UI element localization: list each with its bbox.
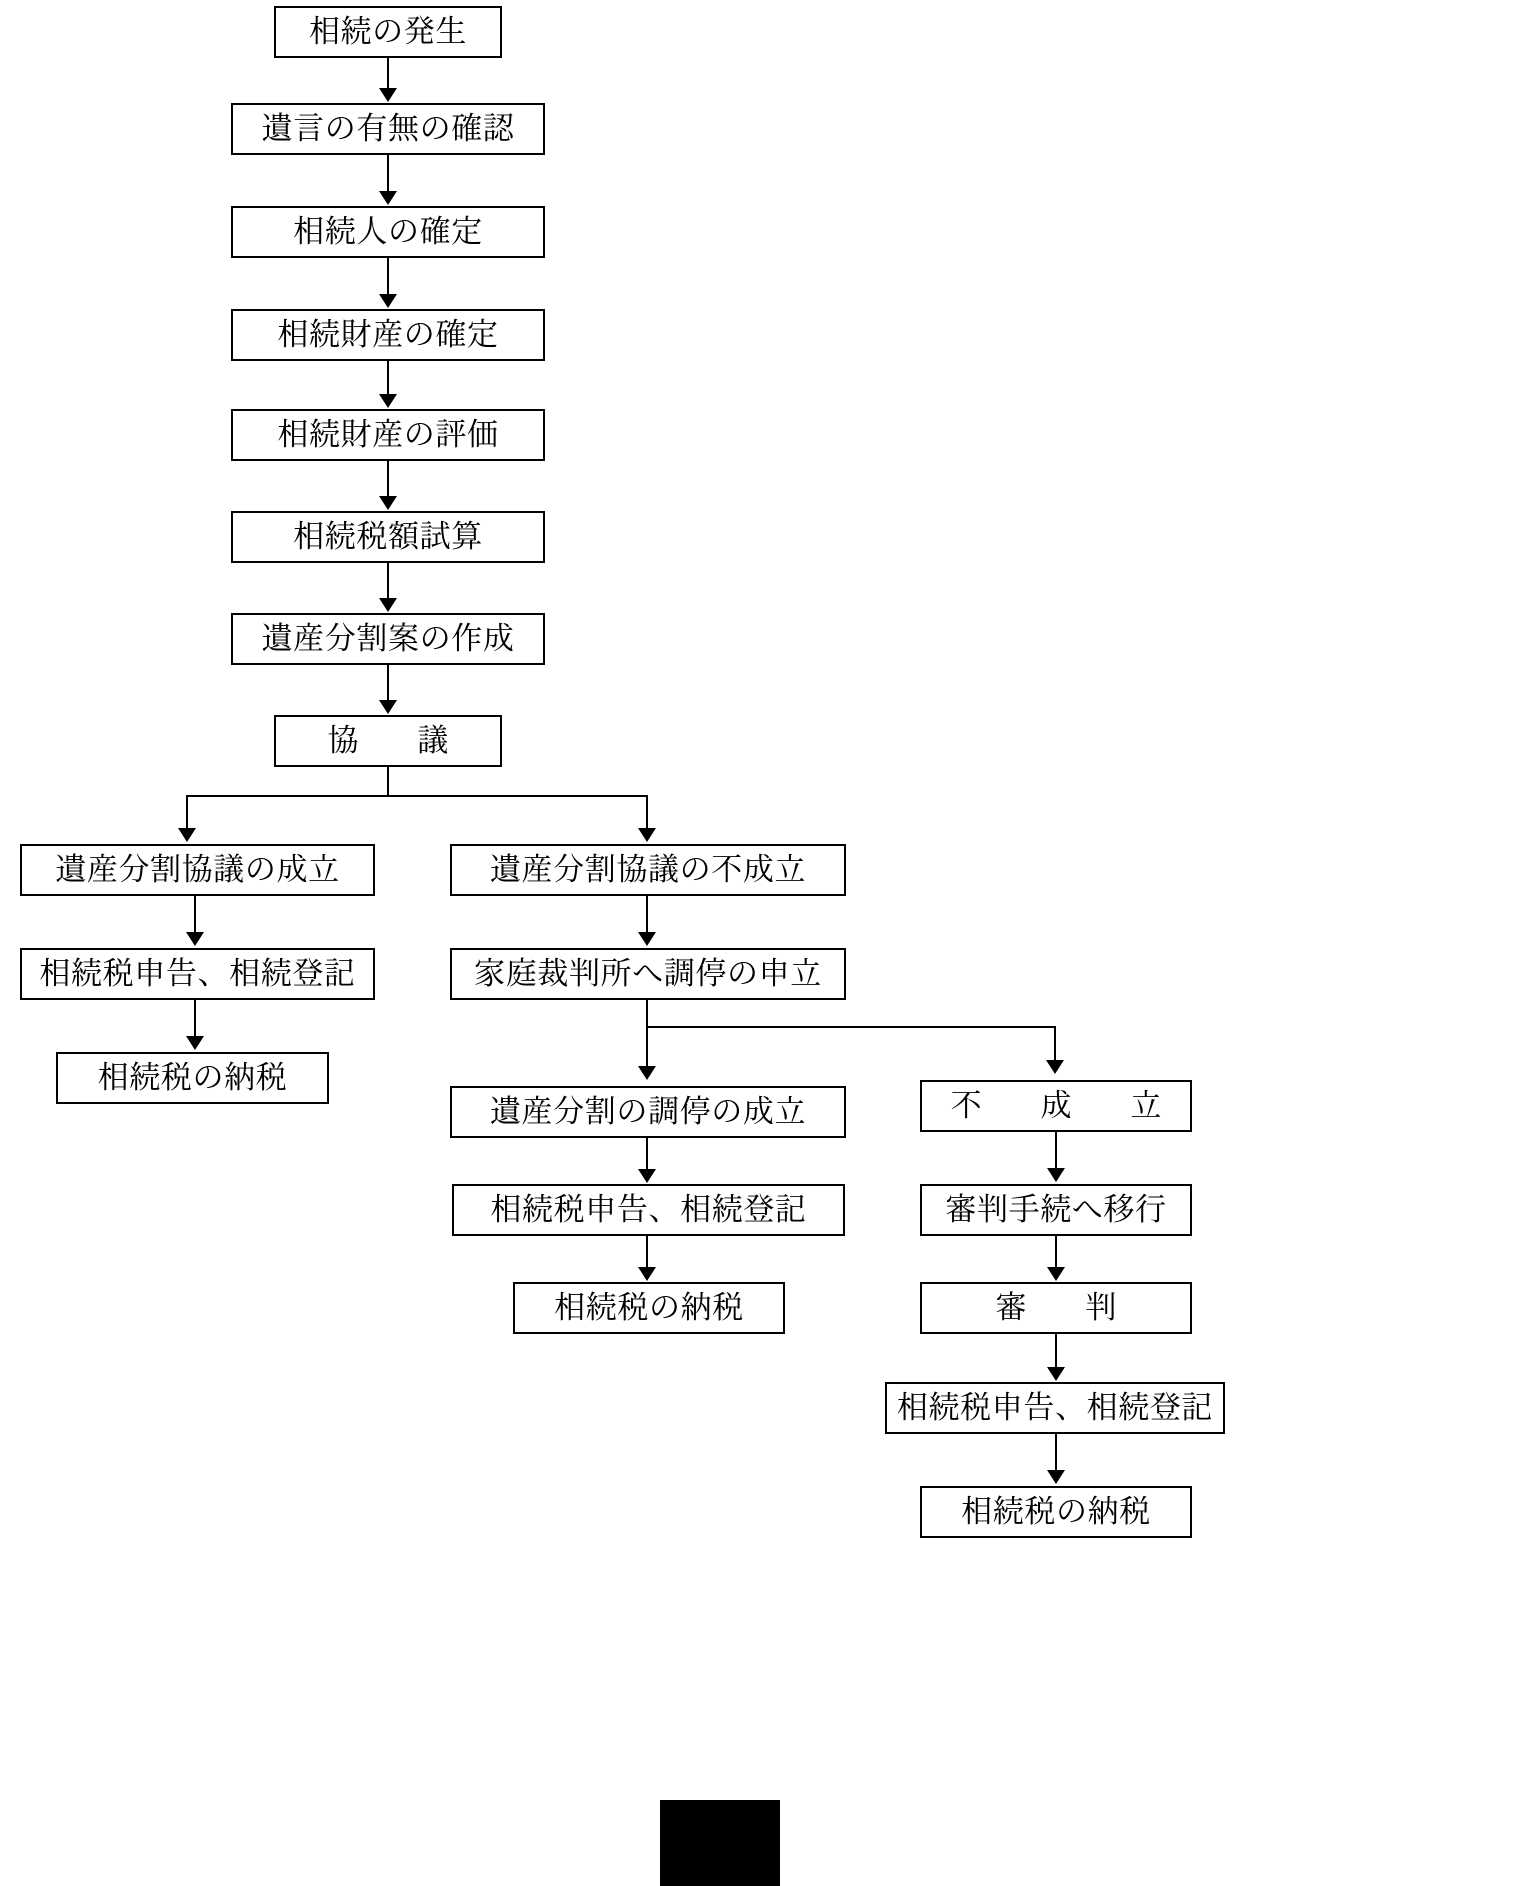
node-fuseiritsu[interactable]: 不 成 立 (920, 1080, 1192, 1132)
node-chotei-seiritsu[interactable]: 遺産分割の調停の成立 (450, 1086, 846, 1138)
connector-arrow (1047, 1470, 1065, 1484)
node-souzokunin-kakutei[interactable]: 相続人の確定 (231, 206, 545, 258)
node-yuigon-kakunin[interactable]: 遺言の有無の確認 (231, 103, 545, 155)
node-shinkoku-touki-right[interactable]: 相続税申告、相続登記 (885, 1382, 1225, 1434)
connector-arrow (379, 496, 397, 510)
connector-arrow (186, 1036, 204, 1050)
node-bunkatsu-an-sakusei[interactable]: 遺産分割案の作成 (231, 613, 545, 665)
connector-arrow (638, 828, 656, 842)
connector-line (646, 896, 648, 934)
connector-arrow (638, 1267, 656, 1281)
node-shinpan[interactable]: 審 判 (920, 1282, 1192, 1334)
connector-arrow (186, 932, 204, 946)
connector-arrow (1047, 1168, 1065, 1182)
node-nouzei-left[interactable]: 相続税の納税 (56, 1052, 329, 1104)
connector-line (1055, 1132, 1057, 1170)
branch-bar (186, 795, 647, 797)
branch-right-drop (646, 795, 648, 830)
node-kyougi-fuseiritsu[interactable]: 遺産分割協議の不成立 (450, 844, 846, 896)
connector-line (1055, 1236, 1057, 1268)
node-kyougi[interactable]: 協 議 (274, 715, 502, 767)
node-shinkoku-touki-middle[interactable]: 相続税申告、相続登記 (452, 1184, 845, 1236)
node-shinkoku-touki-left[interactable]: 相続税申告、相続登記 (20, 948, 375, 1000)
connector-line (387, 461, 389, 497)
connector-arrow (638, 1169, 656, 1183)
connector-line (387, 58, 389, 89)
connector-line (194, 1000, 196, 1038)
branch-stem (387, 767, 389, 796)
page-artifact-block (660, 1800, 780, 1886)
node-zeigaku-shisan[interactable]: 相続税額試算 (231, 511, 545, 563)
connector-arrow (638, 1066, 656, 1080)
node-souzoku-hassei[interactable]: 相続の発生 (274, 6, 502, 58)
connector-arrow (379, 191, 397, 205)
connector-arrow (178, 828, 196, 842)
node-zaisan-kakutei[interactable]: 相続財産の確定 (231, 309, 545, 361)
connector-line (646, 1236, 648, 1268)
connector-line (194, 896, 196, 934)
connector-arrow (379, 294, 397, 308)
branch-left-drop (646, 1026, 648, 1068)
connector-line (1055, 1434, 1057, 1472)
connector-line (387, 258, 389, 295)
node-zaisan-hyouka[interactable]: 相続財産の評価 (231, 409, 545, 461)
connector-line (387, 155, 389, 192)
connector-arrow (379, 88, 397, 102)
node-shinpan-ikou[interactable]: 審判手続へ移行 (920, 1184, 1192, 1236)
connector-line (387, 361, 389, 395)
connector-arrow (379, 700, 397, 714)
connector-arrow (1047, 1267, 1065, 1281)
connector-arrow (379, 394, 397, 408)
connector-line (387, 563, 389, 599)
node-nouzei-middle[interactable]: 相続税の納税 (513, 1282, 785, 1334)
node-nouzei-right[interactable]: 相続税の納税 (920, 1486, 1192, 1538)
branch-left-drop (186, 795, 188, 830)
connector-arrow (1047, 1367, 1065, 1381)
connector-line (646, 1138, 648, 1171)
connector-arrow (1046, 1060, 1064, 1074)
branch-bar (646, 1026, 1056, 1028)
connector-line (1055, 1334, 1057, 1368)
branch-right-drop (1054, 1026, 1056, 1062)
node-kyougi-seiritsu[interactable]: 遺産分割協議の成立 (20, 844, 375, 896)
node-chotei-moushitate[interactable]: 家庭裁判所へ調停の申立 (450, 948, 846, 1000)
connector-line (387, 665, 389, 701)
connector-arrow (638, 932, 656, 946)
branch-stem (646, 1000, 648, 1028)
connector-arrow (379, 598, 397, 612)
